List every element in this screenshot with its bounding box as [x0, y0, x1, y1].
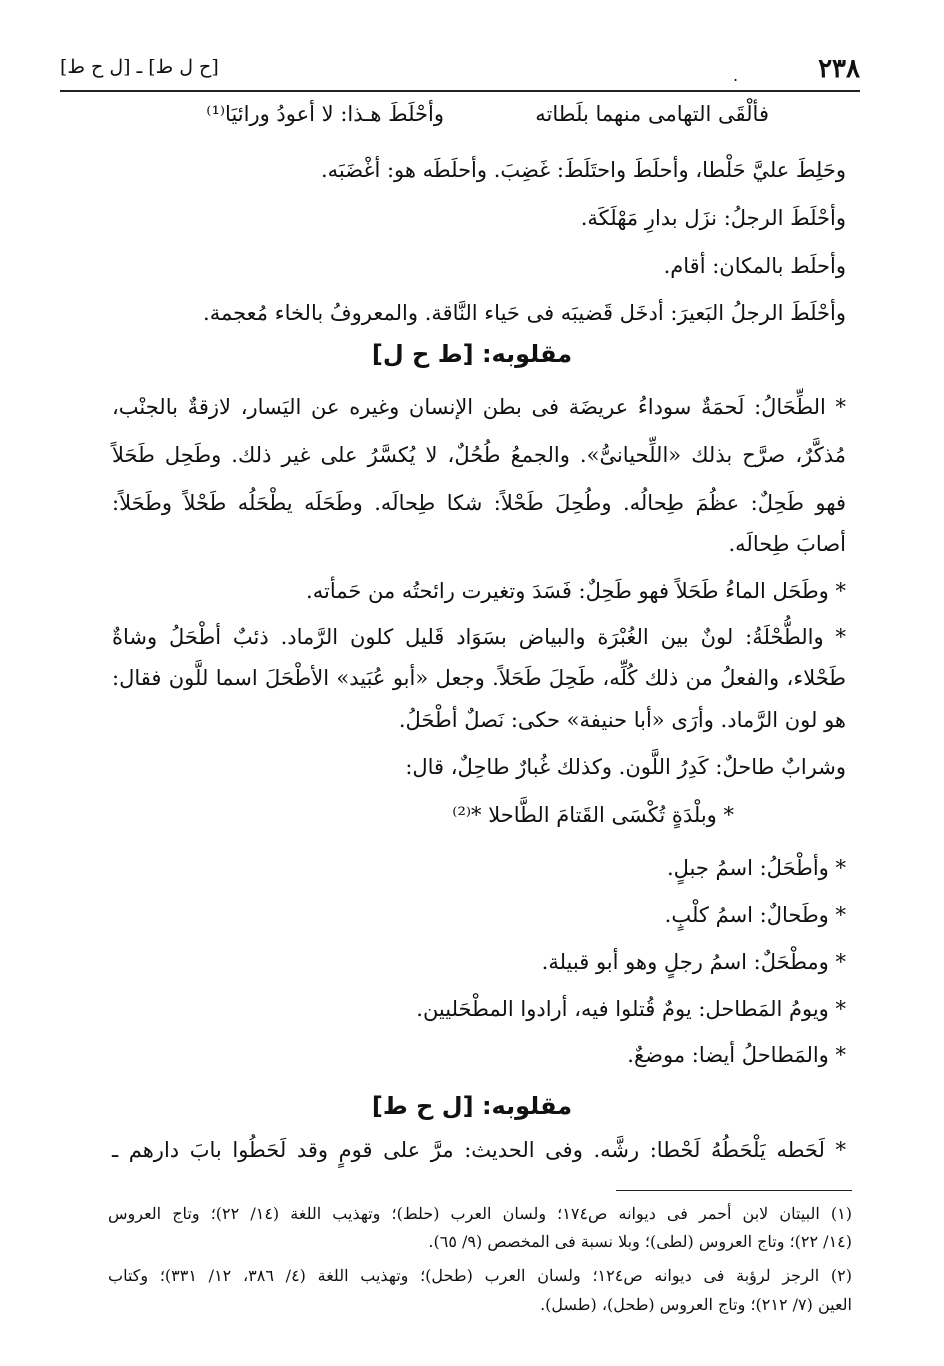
- verse-hemistich-left: وأحْلَطَ هـذا: لا أعودُ ورائيَا⁽¹⁾: [206, 102, 444, 126]
- text-line: وشرابٌ طاحلٌ: كَدِرُ اللَّون. وكذلك غُبارٌ طاحِلٌ، قال:: [405, 755, 846, 779]
- verse-line: * وبلْدَةٍ تُكْسَى القَتامَ الطَّاحلا *⁽²⁾: [452, 803, 734, 827]
- entry-line: * ويومُ المَطاحل: يومٌ قُتلوا فيه، أرادوا المطْحَليين.: [416, 997, 846, 1021]
- footnote-line: (٢) الرجز لرؤبة فى ديوانه ص١٢٤؛ ولسان العرب (طحل)؛ وتهذيب اللغة (٤/ ٣٨٦، ١٢/ ٣٣١)؛ وكتاب: [108, 1266, 853, 1285]
- footnote-line: (١٤/ ٢٢)؛ وتاج العروس (لطى)؛ وبلا نسبة فى المخصص (٩/ ٦٥).: [428, 1232, 852, 1251]
- text-line: طَحْلاء، والفعلُ من ذلك كُلِّه، طَحِلَ طَحَلاً. وجعل «أبو عُبَيد» الأطْحَلَ اسما للَّون فقال:: [112, 666, 847, 690]
- page-number: ٢٣٨: [818, 54, 860, 84]
- text-line: مُذكَّرٌ، صرَّح بذلك «اللِّحيانىُّ». والجمعُ طُحُلٌ، لا يُكسَّرُ على غير ذلك. وطَحِل طَحَلاً: [112, 443, 846, 467]
- section-heading: مقلوبه: [ل ح ط]: [371, 1092, 573, 1120]
- running-title: [ح ل ط] ـ [ل ح ط]: [60, 56, 219, 78]
- text-line: وأحْلَطَ الرجلُ البَعيرَ: أدخَل قَضيبَه فى حَياء النَّاقة. والمعروفُ بالخاء مُعجمة.: [203, 301, 846, 325]
- verse-hemistich-right: فألْقَى التهامى منهما بلَطاته: [535, 102, 769, 126]
- text-line: فهو طَحِلٌ: عظُمَ طِحالُه. وطُحِلَ طَحْلاً: شكا طِحالَه. وطَحَلَه يطْحَلُه طَحْلاً وطَحَلاً:: [112, 491, 846, 515]
- entry-line: * ومطْحَلٌ: اسمُ رجلٍ وهو أبو قبيلة.: [541, 950, 846, 974]
- section-heading: مقلوبه: [ط ح ل]: [371, 340, 573, 368]
- text-line: وأحْلَطَ الرجلُ: نزَل بدارِ مَهْلَكَة.: [580, 206, 846, 230]
- text-line: * لَحَطه يَلْحَطُهُ لَحْطا: رشَّه. وفى الحديث: مرَّ على قومٍ وقد لَحَطُوا بابَ دارهم ـ: [112, 1138, 846, 1162]
- text-line: وأحلَط بالمكان: أقام.: [663, 254, 846, 278]
- text-line: وحَلِطَ عليَّ حَلْطا، وأحلَطَ واحتَلَطَ: غَضِبَ. وأحلَطَه هو: أغْضَبَه.: [320, 158, 846, 182]
- text-line: أصابَ طِحالَه.: [728, 532, 846, 556]
- footnote-line: العين (٧/ ٢١٢)؛ وتاج العروس (طحل)، (طسل).: [540, 1295, 852, 1314]
- text-line: * والطُّحْلَةُ: لونٌ بين الغُبْرَة والبياض بسَوَاد قَليل كلون الرَّماد. ذئبٌ أطْحَلُ وشاةٌ: [112, 625, 846, 649]
- text-line: * الطِّحَالُ: لَحمَةٌ سوداءُ عريضَة فى بطن الإنسان وغيره عن اليَسار، لازقةٌ بالجنْب،: [112, 395, 846, 419]
- page-header: [60, 50, 860, 92]
- entry-line: * وأطْحَلُ: اسمُ جبلٍ.: [666, 856, 846, 880]
- text-line: * وطَحَل الماءُ طَحَلاً فهو طَحِلٌ: فَسَدَ وتغيرت رائحتُه من حَمأته.: [306, 579, 846, 603]
- footnote-line: (١) البيتان لابن أحمر فى ديوانه ص١٧٤؛ ولسان العرب (حلط)؛ وتهذيب اللغة (١٤/ ٢٢)؛ وتاج العروس: [108, 1204, 852, 1223]
- entry-line: * والمَطاحلُ أيضا: موضعٌ.: [627, 1043, 846, 1067]
- text-line: هو لون الرَّماد. وأرَى «أبا حنيفة» حكى: نَصلٌ أطْحَلُ.: [398, 708, 846, 732]
- footnote-rule: [616, 1190, 852, 1191]
- header-dot: .: [733, 66, 739, 85]
- entry-line: * وطَحالٌ: اسمُ كلْبٍ.: [664, 903, 846, 927]
